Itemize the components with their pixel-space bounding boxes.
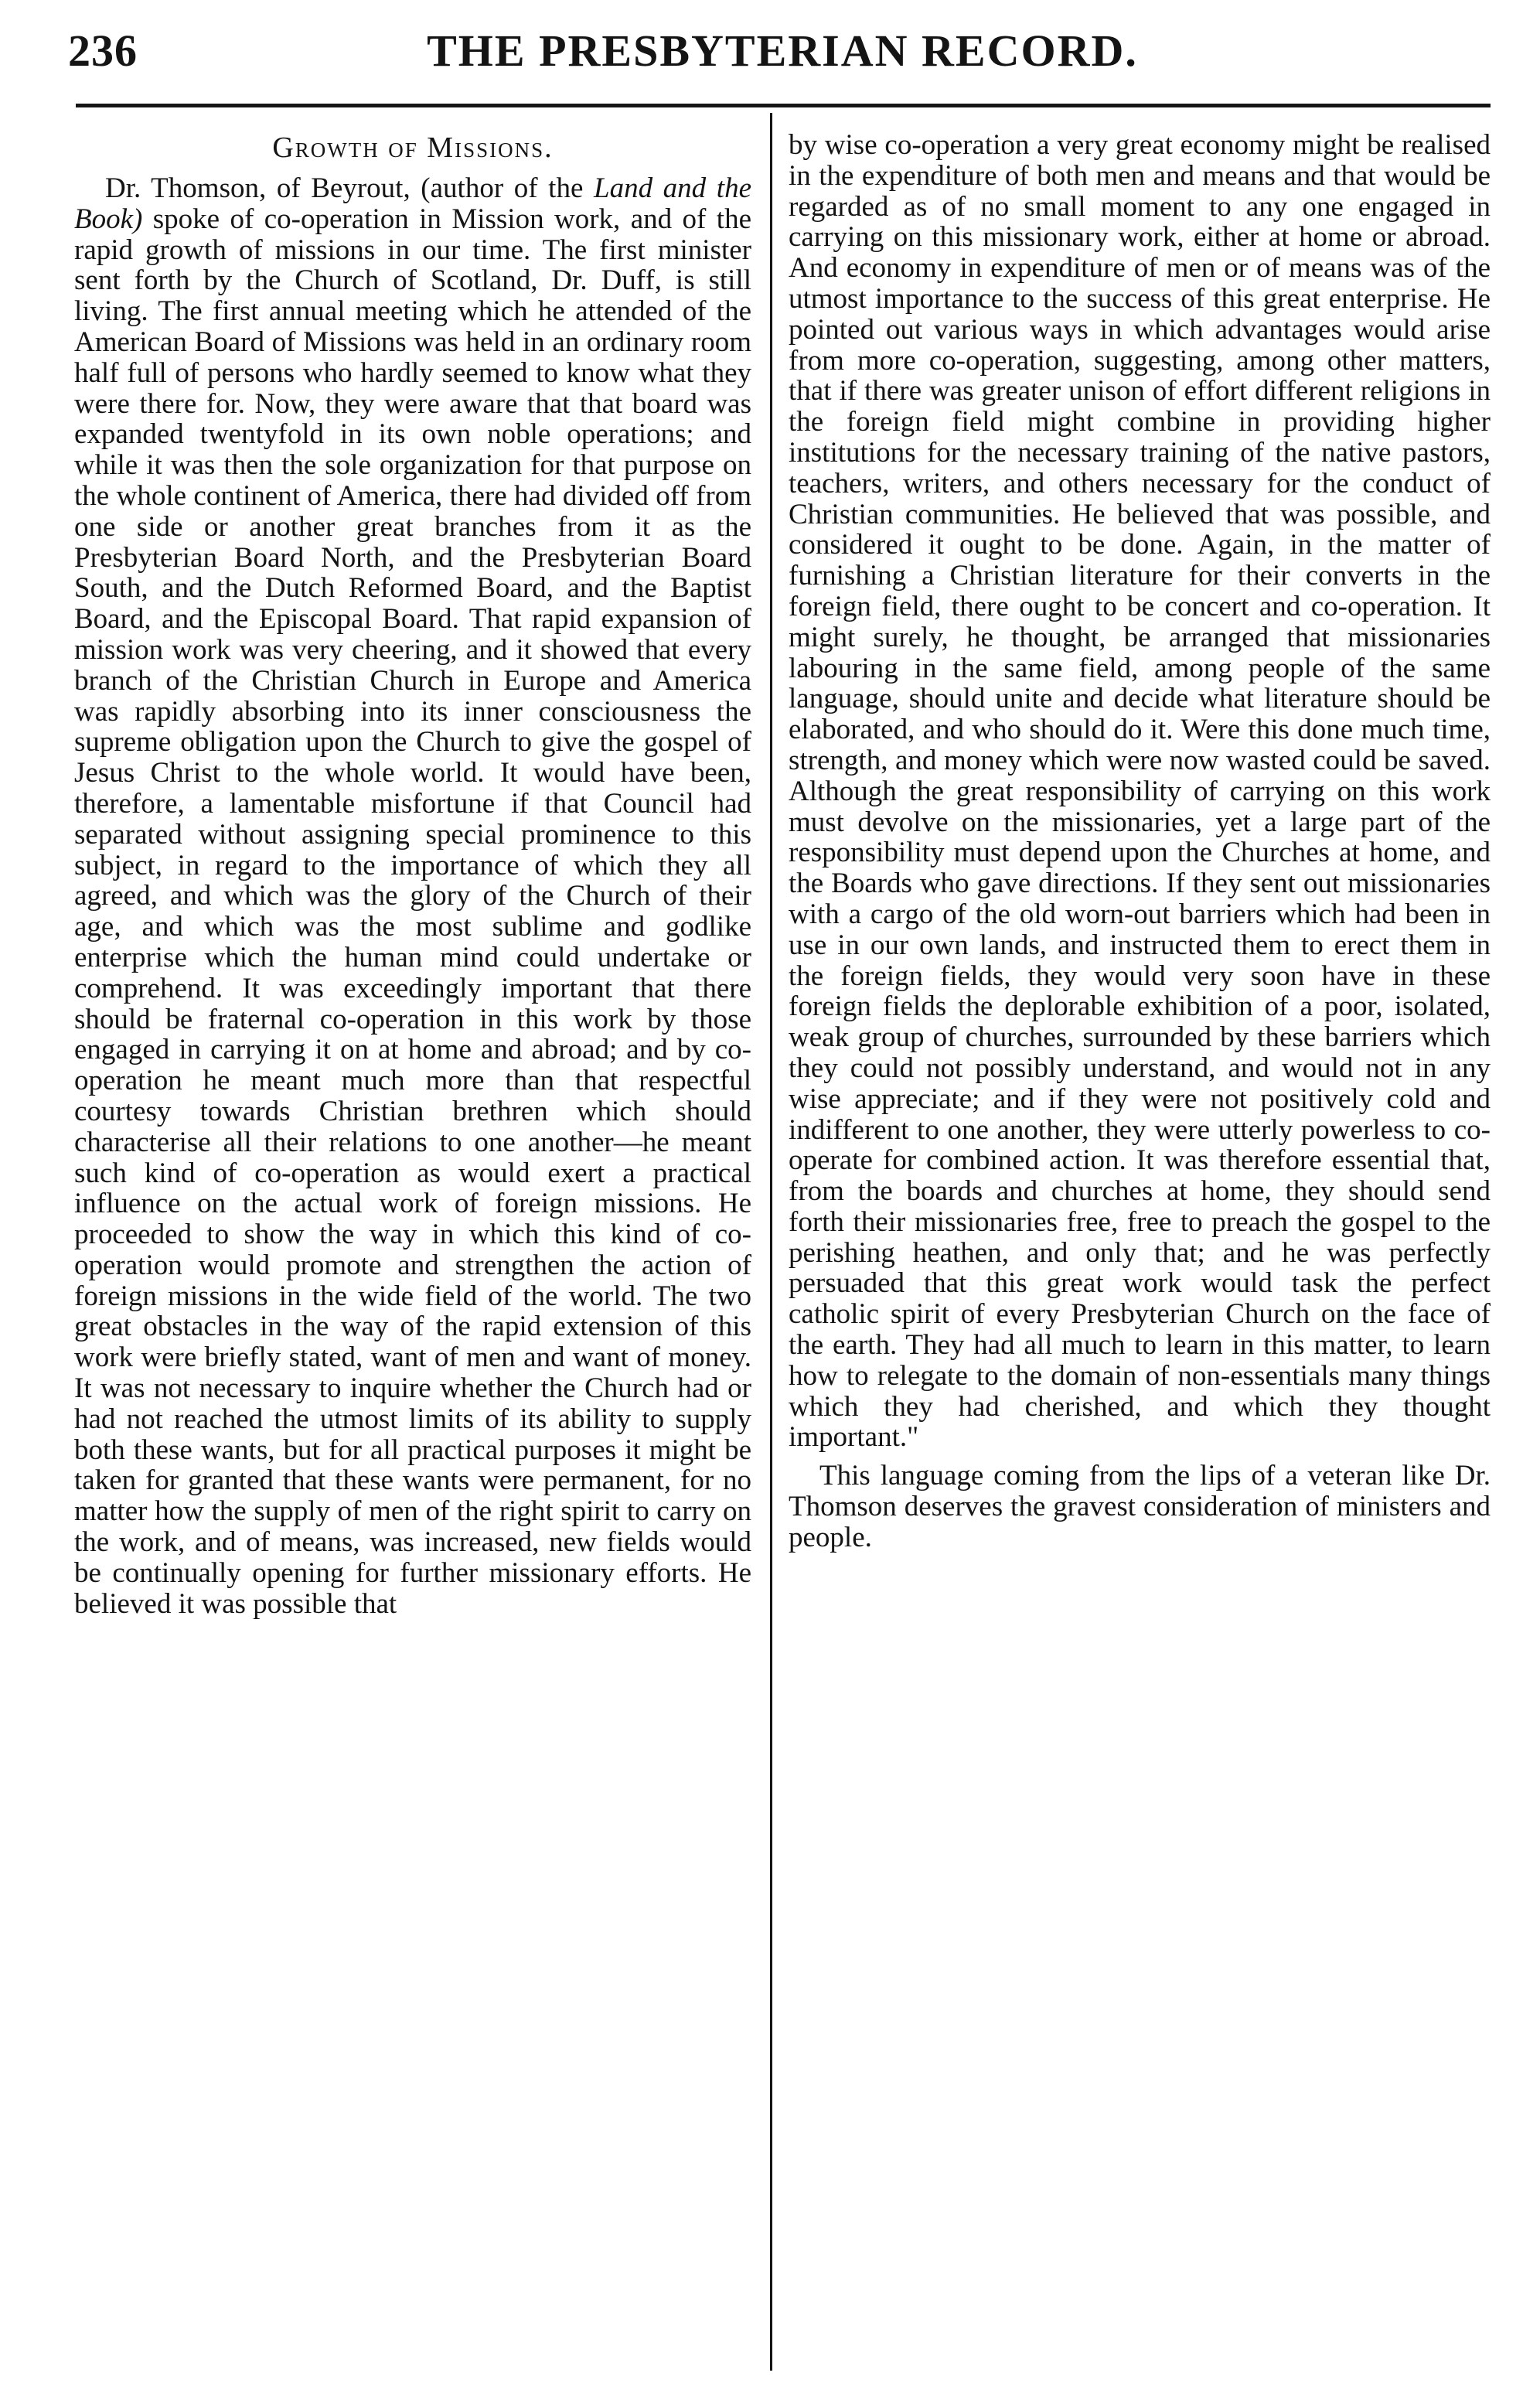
paragraph-1-text: spoke of co-operation in Mission work, and of the rapid growth of missions in our time. The first minister sent forth by the Church of Scotland, Dr. Duff, is still living. The first annual meeting which he attended of the American Board of Missions was held in an ordinary room half full of persons who hardly seemed to know what they were there for. Now, they were aware that that board was expanded twentyfold in its own noble operations; and while it was then the sole organization for that purpose on the whole continent of America, there had divided off from one side or another great branches from it as the Presbyterian Board North, and the Presbyterian Board South, and the Dutch Reformed Board, and the Baptist Board, and the Episcopal Board. That rapid expansion of mission work was very cheering, and it showed that every branch of the Christian Church in Europe and America was rapidly absorbing into its inner consciousness the supreme obligation upon the Church to give the gospel of Jesus Christ to the whole world. It would have been, therefore, a lamentable misfortune if that Council had separated without assigning special prominence to this subject, in regard to the importance of which they all agreed, and which was the glory of the Church of their age, and which was the most sublime and godlike enterprise which the human mind could undertake or comprehend. It was exceedingly important that there should be fraternal co-operation in this work by those engaged in carrying it on at home and abroad; and by co-operation he meant much more than that respectful courtesy towards Christian brethren which should characterise all their relations to one another—he meant such kind of co-operation as would exert a practical influence on the actual work of foreign missions. He proceeded to show the way in which this kind of co-operation would promote and strengthen the action of foreign missions in the wide field of the world. The two great obstacles in the way of the rapid extension of this work were briefly stated, want of men and want of money. It was not necessary to inquire whether the Church had or had not reached the utmost limits of its ability to supply both these wants, but for all practical purposes it might be taken for granted that these wants were permanent, for no matter how the supply of men of the right spirit to carry on the work, and of means, was increased, new fields would be continually opening for further missionary efforts. He believed it was possible that [74, 203, 751, 1620]
book-title: Land and the Book) [74, 172, 751, 235]
header-rule [76, 104, 1491, 107]
article-heading: Growth of Missions. [272, 131, 554, 164]
left-column [74, 130, 751, 1619]
article-paragraph-1-continued: by wise co-operation a very great economy might be realised in the expenditure of both men and means and that would be regarded as of no small moment to any one engaged in carrying on this missionary work, either at home or abroad. And economy in expenditure of men or of means was of the utmost importance to the success of this great enterprise. He pointed out various ways in which advantages would arise from more co-operation, suggesting, among other matters, that if there was greater unison of effort different religions in the foreign field might combine in providing higher institutions for the necessary training of the native pastors, teachers, writers, and others necessary for the conduct of Christian communities. He believed that was possible, and considered it ought to be done. Again, in the matter of furnishing a Christian literature for their converts in the foreign field, there ought to be concert and co-operation. It might surely, he thought, be arranged that missionaries labouring in the same field, among people of the same language, should unite and decide what literature should be elaborated, and who should do it. Were this done much time, strength, and money which were now wasted could be saved. Although the great responsibility of carrying on this work must devolve on the missionaries, yet a large part of the responsibility must depend upon the Churches at home, and the Boards who gave directions. If they sent out missionaries with a cargo of the old worn-out barriers which had been in use in our own lands, and instructed them to erect them in the foreign fields, they would very soon have in these foreign fields the deplorable exhibition of a poor, isolated, weak group of churches, surrounded by these barriers which they could not possibly understand, and would not in any wise appreciate; and if they were not positively cold and indifferent to one another, they were utterly powerless to co-operate for combined action. It was therefore essential that, from the boards and churches at home, they should send forth their missionaries free, free to preach the gospel to the perishing heathen, and only that; and he was perfectly persuaded that this great work would task the perfect catholic spirit of every Presbyterian Church on the face of the earth. They had all much to learn in this matter, to learn how to relegate to the domain of non-essentials many things which they had cherished, and which they thought important." [789, 129, 1491, 1454]
article-paragraph-1 [74, 173, 751, 1619]
page-number: 236 [68, 26, 138, 76]
right-column [789, 130, 1491, 1553]
running-head [68, 23, 1497, 79]
journal-title: THE PRESBYTERIAN RECORD. [427, 26, 1138, 76]
paragraph-1-name: Dr. Thomson, of Beyrout, (author of the [105, 172, 594, 204]
column-divider [770, 113, 772, 2371]
article-paragraph-2: This language coming from the lips of a veteran like Dr. Thomson deserves the gravest consideration of ministers and people. [789, 1460, 1491, 1553]
